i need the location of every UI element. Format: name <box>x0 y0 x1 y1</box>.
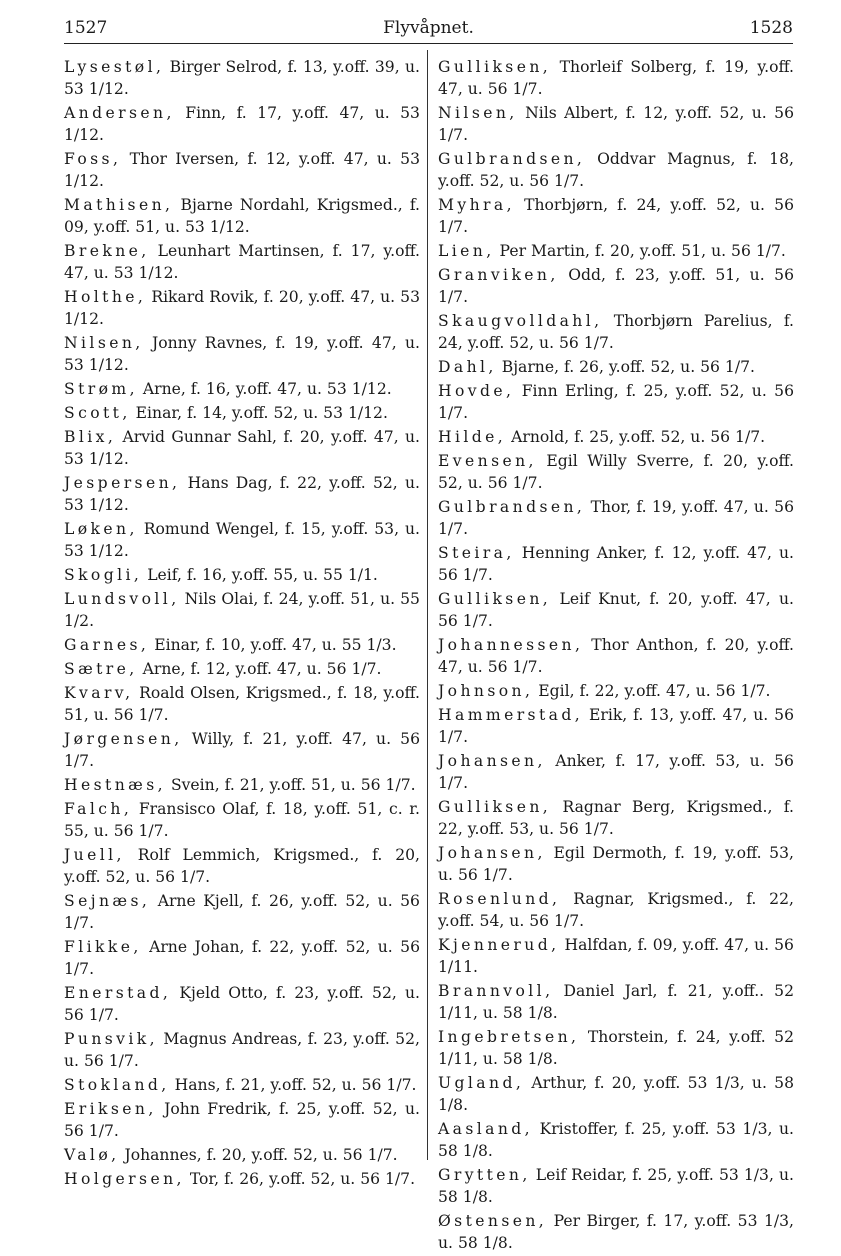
entry-details: Jonny Ravnes, f. 19, y.off. 47, u. 53 1/12. <box>64 334 420 374</box>
roster-entry <box>438 310 794 354</box>
entry-details: Arnold, f. 25, y.off. 52, u. 56 1/7. <box>511 428 766 446</box>
roster-entry <box>438 102 794 146</box>
roster-entry <box>64 1144 420 1166</box>
entry-surname: Strøm, <box>64 380 138 398</box>
entry-surname: Sætre, <box>64 660 138 678</box>
entry-surname: Andersen, <box>64 104 175 122</box>
entry-details: John Fredrik, f. 25, y.off. 52, u. 56 1/7. <box>64 1100 420 1140</box>
entry-surname: Juell, <box>64 846 125 864</box>
roster-entry <box>438 56 794 100</box>
entry-details: Arthur, f. 20, y.off. 53 1/3, u. 58 1/8. <box>438 1074 794 1114</box>
entry-surname: Grytten, <box>438 1166 531 1184</box>
entry-details: Leif Knut, f. 20, y.off. 47, u. 56 1/7. <box>438 590 795 630</box>
entry-surname: Skaugvolldahl, <box>438 312 603 330</box>
roster-entry <box>64 286 420 330</box>
entry-surname: Lundsvoll, <box>64 590 180 608</box>
roster-entry <box>438 356 794 378</box>
roster-entry <box>438 264 794 308</box>
entry-surname: Nilsen, <box>64 334 144 352</box>
entry-surname: Kjennerud, <box>438 936 560 954</box>
roster-entry <box>438 750 794 794</box>
entry-surname: Gulbrandsen, <box>438 150 586 168</box>
entry-surname: Østensen, <box>438 1212 548 1230</box>
entry-surname: Gulliksen, <box>438 590 552 608</box>
roster-entry <box>64 682 420 726</box>
entry-details: Finn Erling, f. 25, y.off. 52, u. 56 1/7. <box>438 382 794 422</box>
roster-entry <box>64 658 420 680</box>
entry-surname: Garnes, <box>64 636 150 654</box>
roster-entry <box>64 148 420 192</box>
roster-entry <box>438 634 794 678</box>
entry-details: Leunhart Martinsen, f. 17, y.off. 47, u. 53 1/12. <box>64 242 420 282</box>
entry-surname: Foss, <box>64 150 122 168</box>
entry-details: Per Birger, f. 17, y.off. 53 1/3, u. 58 1/8. <box>438 1212 794 1252</box>
header-rule <box>64 43 793 44</box>
entry-details: Ragnar Berg, Krigsmed., f. 22, y.off. 53, u. 56 1/7. <box>438 798 794 838</box>
entry-surname: Skogli, <box>64 566 143 584</box>
entry-surname: Aasland, <box>438 1120 534 1138</box>
roster-entry <box>64 102 420 146</box>
entry-details: Rikard Rovik, f. 20, y.off. 47, u. 53 1/12. <box>64 288 420 328</box>
roster-entry <box>64 588 420 632</box>
entry-surname: Sejnæs, <box>64 892 151 910</box>
roster-entry <box>64 332 420 376</box>
entry-surname: Scott, <box>64 404 131 422</box>
entry-surname: Ugland, <box>438 1074 525 1092</box>
entry-surname: Valø, <box>64 1146 120 1164</box>
entry-details: Hans Dag, f. 22, y.off. 52, u. 53 1/12. <box>64 474 420 514</box>
roster-entry <box>438 426 794 448</box>
entry-details: Arvid Gunnar Sahl, f. 20, y.off. 47, u. 53 1/12. <box>64 428 420 468</box>
entry-surname: Eriksen, <box>64 1100 157 1118</box>
entry-details: Kjeld Otto, f. 23, y.off. 52, u. 56 1/7. <box>64 984 420 1024</box>
roster-entry <box>438 194 794 238</box>
entry-details: Daniel Jarl, f. 21, y.off.. 52 1/11, u. 58 1/8. <box>438 982 794 1022</box>
roster-entry <box>64 798 420 842</box>
entry-details: Bjarne, f. 26, y.off. 52, u. 56 1/7. <box>501 358 755 376</box>
entry-details: Hans, f. 21, y.off. 52, u. 56 1/7. <box>174 1076 417 1094</box>
roster-entry <box>64 1098 420 1142</box>
roster-entry <box>64 56 420 100</box>
entry-details: Thorbjørn Parelius, f. 24, y.off. 52, u. 56 1/7. <box>438 312 794 352</box>
entry-surname: Punsvik, <box>64 1030 158 1048</box>
entry-surname: Brekne, <box>64 242 150 260</box>
left-column <box>64 56 420 1192</box>
roster-entry <box>438 148 794 192</box>
page-title: Flyvåpnet. <box>383 18 474 38</box>
entry-details: Ragnar, Krigsmed., f. 22, y.off. 54, u. 56 1/7. <box>438 890 794 930</box>
roster-entry <box>438 680 794 702</box>
entry-details: Egil Dermoth, f. 19, y.off. 53, u. 56 1/7. <box>438 844 794 884</box>
entry-surname: Lysestøl, <box>64 58 165 76</box>
roster-entry <box>64 426 420 470</box>
entry-details: Svein, f. 21, y.off. 51, u. 56 1/7. <box>170 776 416 794</box>
entry-surname: Gulbrandsen, <box>438 498 586 516</box>
roster-entry <box>438 240 794 262</box>
entry-surname: Rosenlund, <box>438 890 561 908</box>
roster-entry <box>438 934 794 978</box>
page-number-right: 1528 <box>749 18 793 38</box>
entry-surname: Løken, <box>64 520 138 538</box>
roster-entry <box>64 1028 420 1072</box>
entry-surname: Enerstad, <box>64 984 172 1002</box>
entry-surname: Johansen, <box>438 844 546 862</box>
roster-entry <box>438 588 794 632</box>
entry-surname: Falch, <box>64 800 133 818</box>
entry-surname: Jespersen, <box>64 474 181 492</box>
entry-surname: Johansen, <box>438 752 546 770</box>
roster-entry <box>438 704 794 748</box>
roster-entry <box>438 1072 794 1116</box>
roster-entry <box>64 844 420 888</box>
roster-entry <box>64 890 420 934</box>
entry-surname: Dahl, <box>438 358 497 376</box>
roster-entry <box>64 402 420 424</box>
entry-surname: Mathisen, <box>64 196 174 214</box>
entry-details: Tor, f. 26, y.off. 52, u. 56 1/7. <box>189 1170 416 1188</box>
roster-entry <box>438 496 794 540</box>
entry-details: Kristoffer, f. 25, y.off. 53 1/3, u. 58 1/8. <box>438 1120 794 1160</box>
roster-entry <box>64 982 420 1026</box>
entry-details: Nils Olai, f. 24, y.off. 51, u. 55 1/2. <box>64 590 420 630</box>
roster-entry <box>438 450 794 494</box>
entry-surname: Holgersen, <box>64 1170 185 1188</box>
entry-surname: Jørgensen, <box>64 730 183 748</box>
entry-surname: Hestnæs, <box>64 776 166 794</box>
entry-details: Arne, f. 16, y.off. 47, u. 53 1/12. <box>142 380 392 398</box>
entry-surname: Steira, <box>438 544 515 562</box>
roster-entry <box>64 936 420 980</box>
entry-details: Arne Johan, f. 22, y.off. 52, u. 56 1/7. <box>64 938 420 978</box>
entry-surname: Blix, <box>64 428 117 446</box>
entry-details: Rolf Lemmich, Krigsmed., f. 20, y.off. 52, u. 56 1/7. <box>64 846 420 886</box>
entry-surname: Nilsen, <box>438 104 518 122</box>
entry-surname: Stokland, <box>64 1076 170 1094</box>
roster-entry <box>64 240 420 284</box>
roster-entry <box>64 378 420 400</box>
entry-details: Roald Olsen, Krigsmed., f. 18, y.off. 51, u. 56 1/7. <box>64 684 420 724</box>
entry-details: Willy, f. 21, y.off. 47, u. 56 1/7. <box>64 730 420 770</box>
roster-entry <box>64 634 420 656</box>
entry-details: Fransisco Olaf, f. 18, y.off. 51, c. r. 55, u. 56 1/7. <box>64 800 420 840</box>
entry-details: Finn, f. 17, y.off. 47, u. 53 1/12. <box>64 104 420 144</box>
entry-details: Arne Kjell, f. 26, y.off. 52, u. 56 1/7. <box>64 892 420 932</box>
roster-entry <box>438 1118 794 1162</box>
entry-surname: Hilde, <box>438 428 507 446</box>
entry-details: Johannes, f. 20, y.off. 52, u. 56 1/7. <box>124 1146 398 1164</box>
entry-surname: Johnson, <box>438 682 534 700</box>
page-header <box>64 16 793 40</box>
entry-details: Oddvar Magnus, f. 18, y.off. 52, u. 56 1/7. <box>438 150 794 190</box>
entry-surname: Ingebretsen, <box>438 1028 580 1046</box>
entry-surname: Hovde, <box>438 382 515 400</box>
entry-details: Thor Anthon, f. 20, y.off. 47, u. 56 1/7. <box>438 636 794 676</box>
entry-details: Romund Wengel, f. 15, y.off. 53, u. 53 1/12. <box>64 520 420 560</box>
roster-entry <box>64 774 420 796</box>
right-column <box>438 56 794 1256</box>
entry-details: Thorbjørn, f. 24, y.off. 52, u. 56 1/7. <box>438 196 794 236</box>
entry-details: Einar, f. 14, y.off. 52, u. 53 1/12. <box>135 404 388 422</box>
roster-entry <box>438 796 794 840</box>
roster-entry <box>64 1168 420 1190</box>
entry-surname: Johannessen, <box>438 636 584 654</box>
entry-details: Leif Reidar, f. 25, y.off. 53 1/3, u. 58 1/8. <box>438 1166 794 1206</box>
entry-details: Nils Albert, f. 12, y.off. 52, u. 56 1/7. <box>438 104 794 144</box>
entry-surname: Evensen, <box>438 452 537 470</box>
entry-details: Birger Selrod, f. 13, y.off. 39, u. 53 1/12. <box>64 58 420 98</box>
entry-details: Anker, f. 17, y.off. 53, u. 56 1/7. <box>438 752 794 792</box>
entry-details: Erik, f. 13, y.off. 47, u. 56 1/7. <box>438 706 794 746</box>
entry-details: Per Martin, f. 20, y.off. 51, u. 56 1/7. <box>499 242 786 260</box>
entry-details: Arne, f. 12, y.off. 47, u. 56 1/7. <box>142 660 382 678</box>
column-divider <box>427 50 428 1160</box>
roster-entry <box>64 564 420 586</box>
roster-entry <box>64 518 420 562</box>
roster-entry <box>64 728 420 772</box>
entry-details: Magnus Andreas, f. 23, y.off. 52, u. 56 1/7. <box>64 1030 420 1070</box>
entry-surname: Gulliksen, <box>438 58 552 76</box>
roster-entry <box>438 842 794 886</box>
entry-surname: Hammerstad, <box>438 706 584 724</box>
roster-entry <box>438 980 794 1024</box>
roster-entry <box>64 472 420 516</box>
entry-surname: Granviken, <box>438 266 559 284</box>
entry-details: Bjarne Nordahl, Krigsmed., f. 09, y.off. 51, u. 53 1/12. <box>64 196 420 236</box>
roster-entry <box>438 542 794 586</box>
entry-details: Egil, f. 22, y.off. 47, u. 56 1/7. <box>538 682 771 700</box>
page-number-left: 1527 <box>64 18 108 38</box>
roster-entry <box>438 1210 794 1254</box>
entry-details: Henning Anker, f. 12, y.off. 47, u. 56 1/7. <box>438 544 794 584</box>
entry-details: Halfdan, f. 09, y.off. 47, u. 56 1/11. <box>438 936 794 976</box>
roster-entry <box>438 380 794 424</box>
roster-entry <box>438 888 794 932</box>
entry-surname: Brannvoll, <box>438 982 554 1000</box>
entry-details: Thor, f. 19, y.off. 47, u. 56 1/7. <box>438 498 794 538</box>
entry-details: Egil Willy Sverre, f. 20, y.off. 52, u. 56 1/7. <box>438 452 794 492</box>
entry-details: Einar, f. 10, y.off. 47, u. 55 1/3. <box>154 636 397 654</box>
entry-surname: Holthe, <box>64 288 147 306</box>
entry-details: Odd, f. 23, y.off. 51, u. 56 1/7. <box>438 266 794 306</box>
roster-entry <box>438 1026 794 1070</box>
entry-surname: Lien, <box>438 242 495 260</box>
entry-surname: Gulliksen, <box>438 798 552 816</box>
entry-surname: Myhra, <box>438 196 515 214</box>
roster-entry <box>64 1074 420 1096</box>
entry-details: Leif, f. 16, y.off. 55, u. 55 1/1. <box>147 566 378 584</box>
entry-details: Thorstein, f. 24, y.off. 52 1/11, u. 58 1/8. <box>438 1028 794 1068</box>
entry-details: Thor Iversen, f. 12, y.off. 47, u. 53 1/12. <box>64 150 420 190</box>
entry-details: Thorleif Solberg, f. 19, y.off. 47, u. 56 1/7. <box>438 58 794 98</box>
entry-surname: Flikke, <box>64 938 142 956</box>
entry-surname: Kvarv, <box>64 684 134 702</box>
roster-entry <box>438 1164 794 1208</box>
roster-entry <box>64 194 420 238</box>
